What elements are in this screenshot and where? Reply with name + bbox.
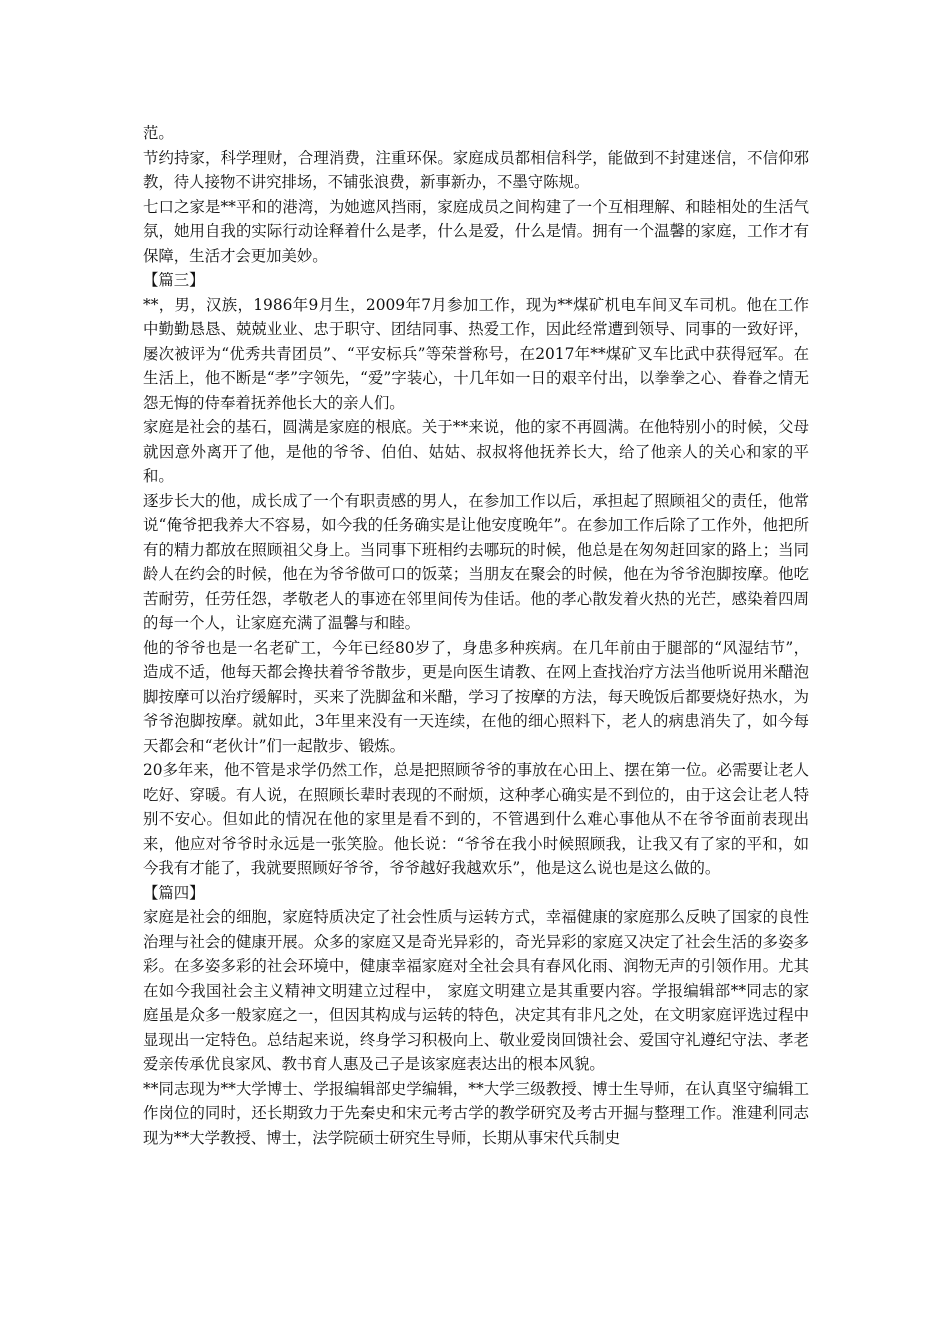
paragraph-twenty-years: 20多年来，他不管是求学仍然工作，总是把照顾爷爷的事放在心田上、摆在第一位。必需要让老人吃好、穿暖。有人说，在照顾长辈时表现的不耐烦，这种孝心确实是不到位的，由于这会让老人特别不安心。但如此的情况在他的家里是看不到的，不管遇到什么难心事他从不在爷爷面前表现出来，他应对爷爷时永远是一张笑脸。他长说：“爷爷在我小时候照顾我，让我又有了家的平和，如今我有才能了，我就要照顾好爷爷，爷爷越好我越欢乐”，他是这么说也是这么做的。: [143, 761, 809, 877]
paragraph-grandfather: 他的爷爷也是一名老矿工，今年已经80岁了，身患多种疾病。在几年前由于腿部的“风湿结节”，造成不适，他每天都会搀扶着爷爷散步，更是向医生请教、在网上查找治疗方法当他听说用米醋泡脚按摩可以治疗缓解时，买来了洗脚盆和米醋，学习了按摩的方法，每天晚饭后都要烧好热水，为爷爷泡脚按摩。就如此，3年里来没有一天连续，在他的细心照料下，老人的病患消失了，如今每天都会和“老伙计”们一起散步、锻炼。: [143, 638, 809, 755]
section-heading-part4: 【篇四】: [143, 883, 205, 902]
section-heading-part3: 【篇三】: [143, 271, 205, 289]
paragraph-seven-family: 七口之家是**平和的港湾，为她遮风挡雨，家庭成员之间构建了一个互相理解、和睦相处的生活气氛，她用自我的实际行动诠释着什么是孝，什么是爱，什么是情。拥有一个温馨的家庭，工作才有保障，生活才会更加美妙。: [143, 197, 809, 265]
document-body: [143, 121, 809, 1150]
paragraph-family-foundation: 家庭是社会的基石，圆满是家庭的根底。关于**来说，他的家不再圆满。在他特别小的时候，父母就因意外离开了他，是他的爷爷、伯伯、姑姑、叔叔将他抚养长大，给了他亲人的关心和家的平和。: [143, 418, 809, 485]
paragraph-thrift: 节约持家，科学理财，合理消费，注重环保。家庭成员都相信科学，能做到不封建迷信，不信仰邪教，待人接物不讲究排场，不铺张浪费，新事新办，不墨守陈规。: [143, 148, 809, 191]
paragraph-comrade: **同志现为**大学博士、学报编辑部史学编辑，**大学三级教授、博士生导师，在认真坚守编辑工作岗位的同时，还长期致力于先秦史和宋元考古学的教学研究及考古开掘与整理工作。淮建利同志现为**大学教授、博士，法学院硕士研究生导师，长期从事宋代兵制史: [143, 1079, 809, 1147]
paragraph-family-cell: 家庭是社会的细胞，家庭特质决定了社会性质与运转方式，幸福健康的家庭那么反映了国家的良性治理与社会的健康开展。众多的家庭又是奇光异彩的，奇光异彩的家庭又决定了社会生活的多姿多彩。在多姿多彩的社会环境中，健康幸福家庭对全社会具有春风化雨、润物无声的引领作用。尤其在如今我国社会主义精神文明建立过程中， 家庭文明建立是其重要内容。学报编辑部**同志的家庭虽是众多一般家庭之一，但因其构成与运转的特色，决定其有非凡之处，在文明家庭评选过程中显现出一定特色。总结起来说，终身学习积极向上、敬业爱岗回馈社会、爱国守礼遵纪守法、孝老爱亲传承优良家风、教书育人惠及己子是该家庭表达出的根本风貌。: [143, 908, 809, 1073]
paragraph-profile: **，男，汉族，1986年9月生，2009年7月参加工作，现为**煤矿机电车间叉车司机。他在工作中勤勤恳恳、兢兢业业、忠于职守、团结同事、热爱工作，因此经常遭到领导、同事的一致好评，屡次被评为“优秀共青团员”、“平安标兵”等荣誉称号，在2017年**煤矿叉车比武中获得冠军。在生活上，他不断是“孝”字领先，“爱”字装心，十几年如一日的艰辛付出，以拳拳之心、眷眷之情无怨无悔的侍奉着抚养他长大的亲人们。: [143, 295, 809, 412]
paragraph-fan: 范。: [143, 124, 174, 142]
paragraph-growing-up: 逐步长大的他，成长成了一个有职责感的男人，在参加工作以后，承担起了照顾祖父的责任，他常说“俺爷把我养大不容易，如今我的任务确实是让他安度晚年”。在参加工作后除了工作外，他把所有的精力都放在照顾祖父身上。当同事下班相约去哪玩的时候，他总是在匆匆赶回家的路上；当同龄人在约会的时候，他在为爷爷做可口的饭菜；当朋友在聚会的时候，他在为爷爷泡脚按摩。他吃苦耐劳，任劳任怨，孝敬老人的事迹在邻里间传为佳话。他的孝心散发着火热的光芒，感染着四周的每一个人，让家庭充满了温馨与和睦。: [143, 491, 809, 632]
